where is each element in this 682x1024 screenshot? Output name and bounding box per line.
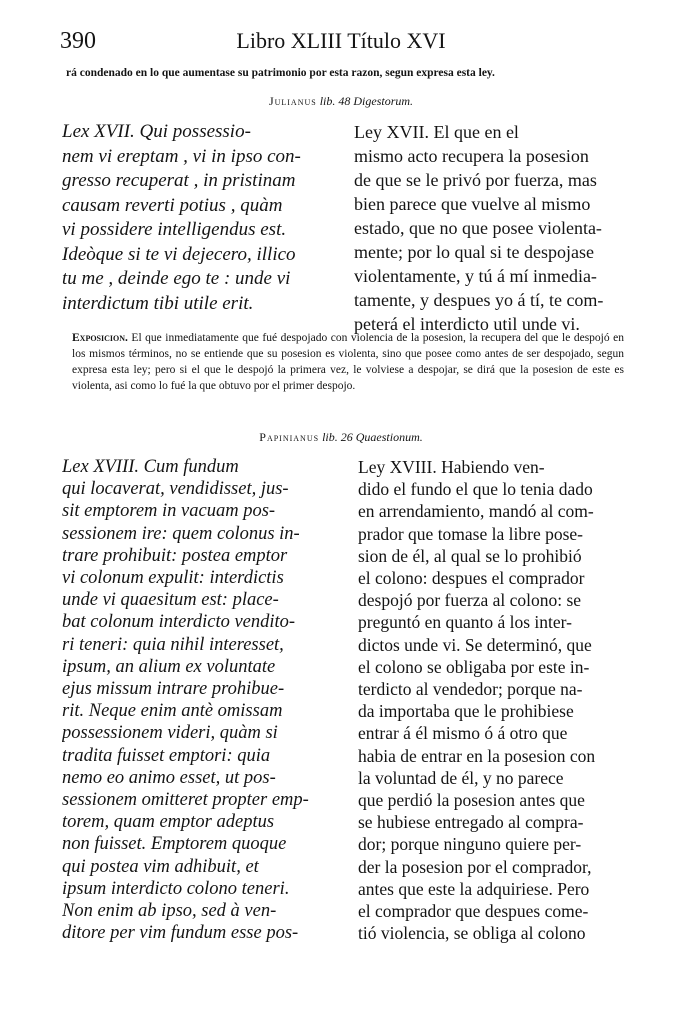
text-line: non fuisset. Emptorem quoque <box>62 834 287 855</box>
source-author: Julianus <box>268 94 317 108</box>
source-work: Quaestionum. <box>355 430 423 444</box>
text-line: el comprador que despues come- <box>358 901 589 922</box>
text-line: nem vi ereptam , vi in ipso con- <box>62 145 301 167</box>
source-ref: lib. 48 <box>319 94 351 108</box>
text-line: Lex XVIII. Cum fundum <box>62 457 239 477</box>
text-line: entrar á él mismo ó á otro que <box>358 723 568 744</box>
text-line: prador que tomase la libre pose- <box>358 523 583 544</box>
exposition-label: Exposicion. <box>72 332 128 344</box>
exposition-text: El que inmediatamente que fué despojado con violencia de la posesion, la recupera del que le despojó en los mismos términos, no se entiende que su posesion es violenta, sino que posee como antes de ser despojado, segun expresa esta ley; pero si el que le despojó la primera vez, le volviese a despojar, se dirá que la posesion de este es violenta, asi como lo fué la que obtuvo por el primer despojo. <box>72 332 625 392</box>
text-line: bat colonum interdicto vendito- <box>62 612 296 633</box>
text-line: tu me , deinde ego te : unde vi <box>62 268 291 289</box>
text-line: tradita fuisset emptori: quia <box>62 745 271 766</box>
text-line: gresso recuperat , in pristinam <box>62 170 296 191</box>
carryover-text: rá condenado en lo que aumentase su patrimonio por esta razon, segun expresa esta ley. <box>66 67 495 79</box>
text-line: dor; porque ninguno quiere per- <box>358 834 582 855</box>
text-line: sion de él, al qual se lo prohibió <box>358 545 582 566</box>
text-line: ipsum, an alium ex voluntate <box>62 656 276 677</box>
text-line: Non enim ab ipso, sed à ven- <box>62 901 277 922</box>
text-line: dictos unde vi. Se determinó, que <box>358 634 592 655</box>
text-line: Ley XVII. El que en el <box>354 122 519 142</box>
ley17-spanish-column <box>354 120 624 336</box>
text-line: el colono se obligaba por este in- <box>358 656 590 677</box>
text-line: despojó por fuerza al colono: se <box>358 590 582 611</box>
source-work: Digestorum. <box>353 94 414 108</box>
text-line: estado, que no que posee violenta- <box>354 218 602 238</box>
text-line: sit emptorem in vacuam pos- <box>62 501 276 522</box>
running-head: Libro XLIII Título XVI <box>236 28 446 53</box>
text-line: en arrendamiento, mandó al com- <box>358 501 594 522</box>
text-line: Ideòque si te vi dejecero, illico <box>62 243 296 265</box>
text-line: qui postea vim adhibuit, et <box>62 856 259 877</box>
text-line: de que se le privó por fuerza, mas <box>354 170 597 190</box>
text-line: rit. Neque enim antè omissam <box>62 701 283 722</box>
source-author: Papinianus <box>259 430 320 444</box>
text-line: sessionem omitteret propter emp- <box>62 790 309 811</box>
text-line: torem, quam emptor adeptus <box>62 812 275 833</box>
text-line: trare prohibuit: postea emptor <box>62 545 288 566</box>
text-line: peterá el interdicto util unde vi. <box>354 314 580 334</box>
text-line: que perdió la posesion antes que <box>358 790 585 811</box>
text-line: vi possidere intelligendus est. <box>62 219 287 240</box>
ley18-spanish-column <box>358 456 626 944</box>
text-line: vi colonum expulit: interdictis <box>62 568 284 589</box>
exposition-paragraph <box>72 330 624 394</box>
text-line: Lex XVII. Qui possessio- <box>62 121 251 142</box>
text-line: habia de entrar en la posesion con <box>358 745 596 766</box>
text-line: la voluntad de él, y no parece <box>358 767 564 788</box>
text-line: tamente, y despues yo á tí, te com- <box>354 290 604 310</box>
text-line: preguntó en quanto á los inter- <box>358 612 572 633</box>
text-line: mismo acto recupera la posesion <box>354 146 589 166</box>
text-line: terdicto al vendedor; porque na- <box>358 679 583 700</box>
text-line: Ley XVIII. Habiendo ven- <box>358 457 545 477</box>
source-ref: lib. 26 <box>322 430 353 444</box>
text-line: dido el fundo el que lo tenia dado <box>358 479 593 500</box>
text-line: da importaba que le prohibiese <box>358 701 574 722</box>
text-line: bien parece que vuelve al mismo <box>354 194 591 214</box>
text-line: ipsum interdicto colono teneri. <box>62 878 290 899</box>
text-line: tió violencia, se obliga al colono <box>358 923 586 944</box>
text-line: ditore per vim fundum esse pos- <box>62 923 299 944</box>
source-citation-papinianus <box>0 430 682 445</box>
page-number: 390 <box>60 28 96 54</box>
source-citation-julianus <box>0 94 682 109</box>
text-line: nemo eo animo esset, ut pos- <box>62 767 276 788</box>
text-line: violentamente, y tú á mí inmedia- <box>354 266 597 286</box>
text-line: ejus missum intrare prohibue- <box>62 679 285 700</box>
text-line: antes que este la adquiriese. Pero <box>358 878 590 899</box>
text-line: el colono: despues el comprador <box>358 568 585 589</box>
lex18-latin-column <box>62 456 342 944</box>
lex17-latin-column <box>62 120 334 316</box>
text-line: causam reverti potius , quàm <box>62 194 283 216</box>
text-line: sessionem ire: quem colonus in- <box>62 523 300 544</box>
text-line: se hubiese entregado al compra- <box>358 812 584 833</box>
text-line: der la posesion por el comprador, <box>358 856 592 877</box>
text-line: interdictum tibi utile erit. <box>62 292 254 314</box>
text-line: unde vi quaesitum est: place- <box>62 590 279 611</box>
text-line: mente; por lo qual si te despojase <box>354 242 594 262</box>
text-line: possessionem videri, quàm si <box>62 723 278 744</box>
text-line: ri teneri: quia nihil interesset, <box>62 634 284 655</box>
text-line: qui locaverat, vendidisset, jus- <box>62 479 289 500</box>
